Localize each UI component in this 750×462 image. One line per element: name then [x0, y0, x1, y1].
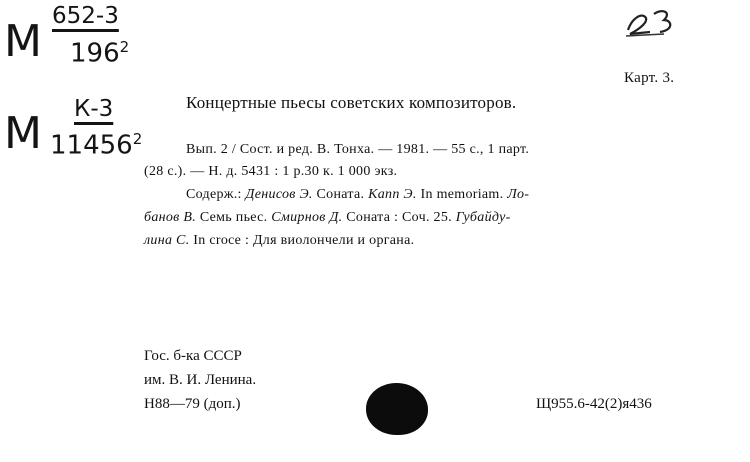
contents-work: Соната.	[312, 187, 369, 202]
classification-code: Щ955.6-42(2)я436	[536, 396, 652, 412]
shelfmark-sup-secondary: 2	[132, 130, 143, 148]
library-line-1: Гос. б-ка СССР	[144, 348, 242, 364]
contents-work: In memoriam.	[416, 187, 508, 202]
shelfmark-numerator-primary: 652-3	[52, 3, 119, 29]
shelfmark-letter-primary: М	[4, 16, 41, 67]
shelfmark-sup-primary: 2	[119, 38, 130, 56]
contents-work: Соната : Соч. 25.	[342, 210, 456, 225]
contents-author: Капп Э.	[368, 187, 417, 202]
contents-label: Содерж.:	[186, 187, 246, 202]
contents-work: In croce : Для виолончели и органа.	[189, 233, 415, 248]
issue-line-1: Вып. 2 / Сост. и ред. В. Тонха. — 1981. — 55 с., 1 парт.	[186, 142, 530, 157]
contents-author: Ло-	[507, 187, 530, 202]
issue-line-2: (28 с.). — Н. д. 5431 : 1 р.30 к. 1 000 экз.	[144, 164, 398, 179]
contents-author: Денисов Э.	[245, 187, 313, 202]
contents-work: Семь пьес.	[196, 210, 272, 225]
library-line-2: им. В. И. Ленина.	[144, 372, 257, 388]
contents-author: лина С.	[144, 233, 190, 248]
shelfmark-numerator-secondary: К-3	[74, 96, 114, 122]
contents-author: Смирнов Д.	[271, 210, 343, 225]
corner-pencil-mark	[620, 4, 680, 43]
contents-line-2	[144, 210, 511, 226]
contents-line-3	[144, 233, 414, 249]
contents-line-1	[186, 187, 529, 203]
library-line-3: Н88—79 (доп.)	[144, 396, 241, 412]
shelfmark-denominator-secondary: 11456$^2$	[50, 130, 143, 161]
shelfmark-denominator-primary: $196^2$	[70, 38, 130, 69]
shelfmark-letter-secondary: М	[4, 108, 41, 159]
contents-author: банов В.	[144, 210, 197, 225]
card-number: Карт. 3.	[624, 70, 675, 86]
contents-author: Губайду-	[455, 210, 511, 225]
ink-stamp	[366, 383, 428, 435]
work-title: Концертные пьесы советских композиторов.	[186, 93, 517, 112]
